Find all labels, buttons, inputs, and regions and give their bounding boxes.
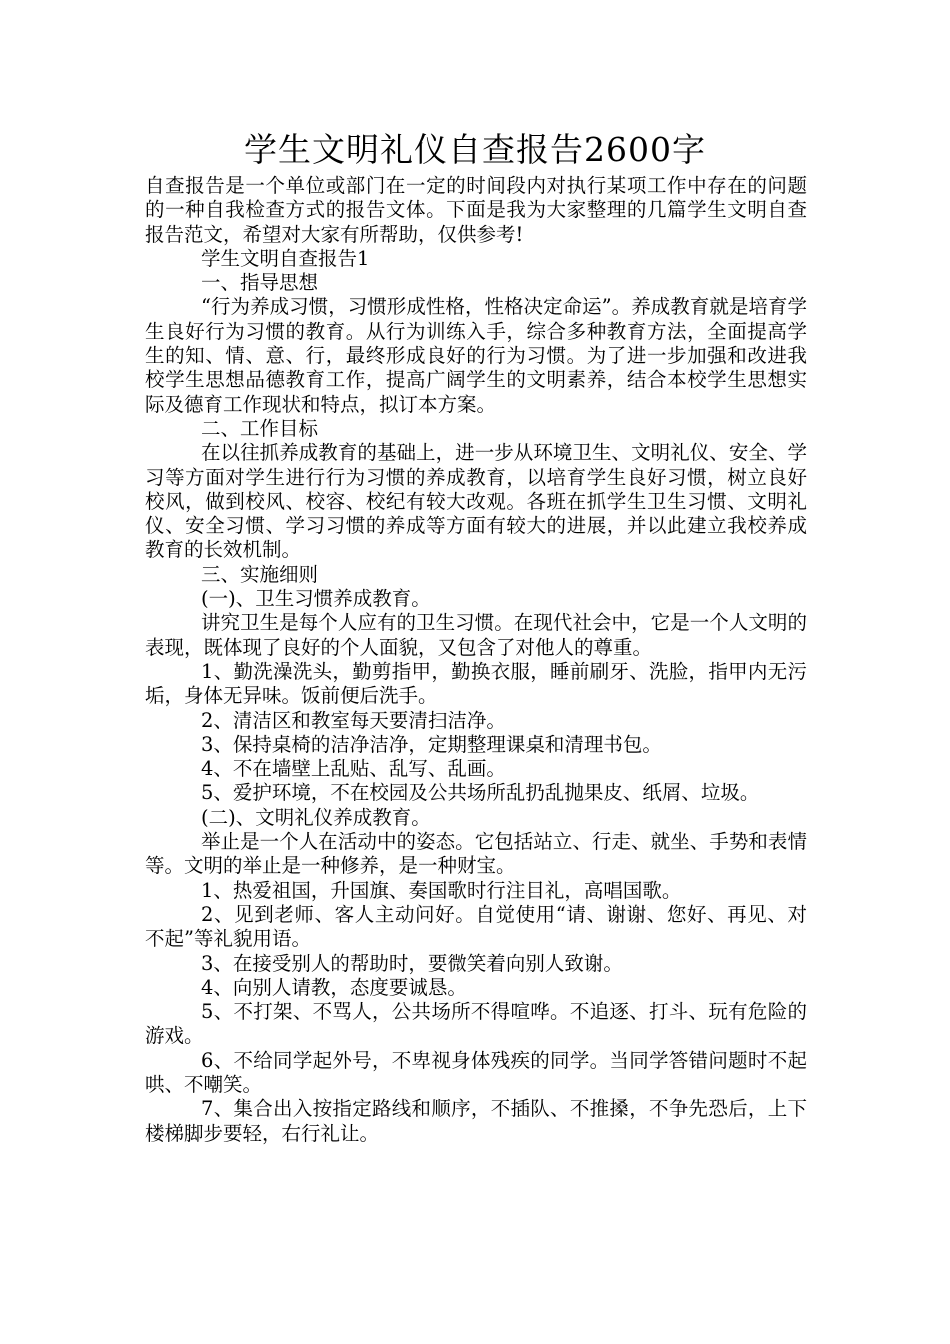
document-body — [145, 174, 807, 1146]
paragraph: 二、工作目标 — [201, 416, 319, 440]
paragraph: 5、爱护环境，不在校园及公共场所乱扔乱抛果皮、纸屑、垃圾。 — [201, 781, 760, 805]
paragraph: 2、见到老师、客人主动问好。自觉使用“请、谢谢、您好、再见、对不起”等礼貌用语。 — [145, 902, 807, 951]
paragraph: 3、在接受别人的帮助时，要微笑着向别人致谢。 — [201, 951, 623, 975]
paragraph: 6、不给同学起外号，不卑视身体残疾的同学。当同学答错问题时不起哄、不嘲笑。 — [145, 1048, 807, 1096]
paragraph: 1、热爱祖国，升国旗、奏国歌时行注目礼，高唱国歌。 — [201, 878, 682, 902]
paragraph: 三、实施细则 — [201, 562, 319, 586]
paragraph: 7、集合出入按指定路线和顺序，不插队、不推搡，不争先恐后，上下楼梯脚步要轻，右行礼让。 — [145, 1097, 807, 1145]
paragraph: 3、保持桌椅的洁净洁净，定期整理课桌和清理书包。 — [201, 732, 662, 756]
paragraph: 在以往抓养成教育的基础上，进一步从环境卫生、文明礼仪、安全、学习等方面对学生进行行为习惯的养成教育，以培育学生良好习惯，树立良好校风，做到校风、校容、校纪有较大改观。各班在抓学生卫生习惯、文明礼仪、安全习惯、学习习惯的养成等方面有较大的进展，并以此建立我校养成教育的长效机制。 — [145, 441, 807, 562]
paragraph: 4、向别人请教，态度要诚恳。 — [201, 975, 467, 999]
document-title: 学生文明礼仪自查报告2600字 — [244, 130, 706, 169]
paragraph: 2、清洁区和教室每天要清扫洁净。 — [201, 708, 506, 732]
paragraph: (二)、文明礼仪养成教育。 — [201, 805, 431, 829]
paragraph: “行为养成习惯，习惯形成性格，性格决定命运”。养成教育就是培育学生良好行为习惯的教育。从行为训练入手，综合多种教育方法，全面提高学生的知、情、意、行，最终形成良好的行为习惯。为了进一步加强和改进我校学生思想品德教育工作，提高广阔学生的文明素养，结合本校学生思想实际及德育工作现状和特点，拟订本方案。 — [145, 295, 807, 416]
paragraph: 讲究卫生是每个人应有的卫生习惯。在现代社会中，它是一个人文明的表现，既体现了良好的个人面貌，又包含了对他人的尊重。 — [145, 611, 807, 659]
paragraph: 自查报告是一个单位或部门在一定的时间段内对执行某项工作中存在的问题的一种自我检查方式的报告文体。下面是我为大家整理的几篇学生文明自查报告范文，希望对大家有所帮助，仅供参考! — [145, 174, 807, 246]
paragraph: 学生文明自查报告1 — [201, 246, 370, 270]
paragraph: 5、不打架、不骂人，公共场所不得喧哗。不追逐、打斗、玩有危险的游戏。 — [145, 1000, 807, 1048]
paragraph: 一、指导思想 — [201, 271, 319, 295]
paragraph: 举止是一个人在活动中的姿态。它包括站立、行走、就坐、手势和表情等。文明的举止是一种修养，是一种财宝。 — [145, 830, 807, 878]
paragraph: 1、勤洗澡洗头，勤剪指甲，勤换衣服，睡前刷牙、洗脸，指甲内无污垢，身体无异味。饭前便后洗手。 — [145, 659, 807, 708]
paragraph: (一)、卫生习惯养成教育。 — [201, 587, 431, 611]
paragraph: 4、不在墙壁上乱贴、乱写、乱画。 — [201, 757, 506, 781]
